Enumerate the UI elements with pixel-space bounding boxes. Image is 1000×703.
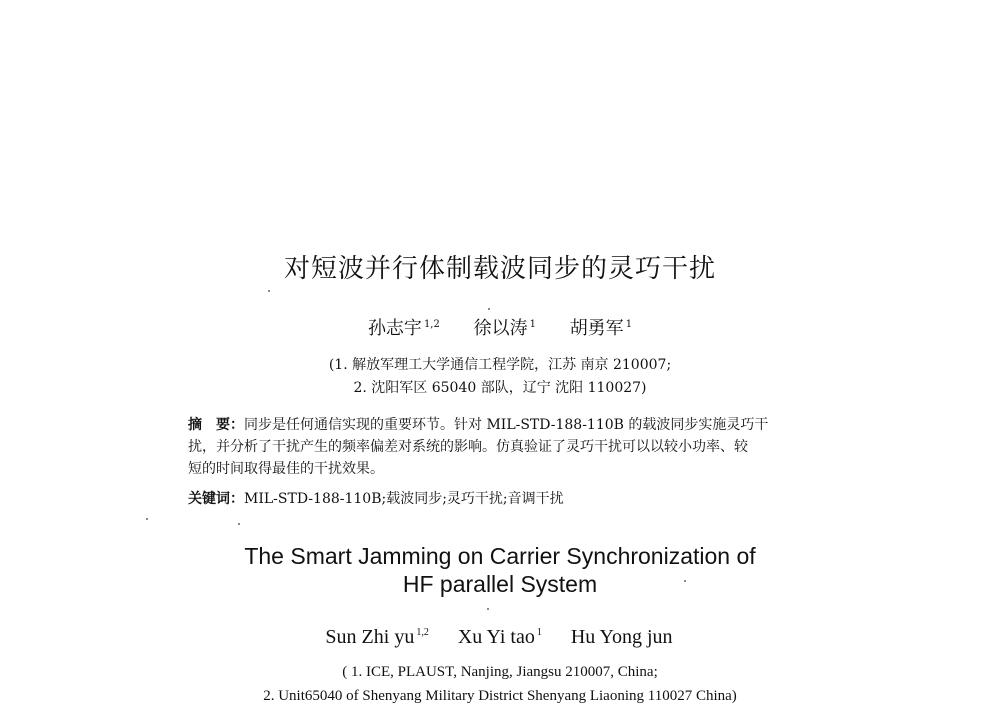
keywords-label: 关键词： [188,491,244,507]
abstract-line: 短的时间取得最佳的干扰效果。 [188,461,384,477]
paper-title-english: The Smart Jamming on Carrier Synchronization of [244,543,756,569]
scan-speck [146,518,148,520]
abstract-line: 同步是任何通信实现的重要环节。针对 MIL-STD-188-110B 的载波同步实施灵巧干 [244,417,769,433]
author-affiliation-mark: 1 [529,319,536,330]
keywords-text: MIL-STD-188-110B;载波同步;灵巧干扰;音调干扰 [244,491,564,507]
author-name: 徐以涛 [473,318,528,339]
author-chinese [474,318,536,339]
affiliation-english: ( 1. ICE, PLAUST, Nanjing, Jiangsu 210007, China; [342,664,658,680]
author-list-english [0,626,1000,649]
abstract [188,414,848,480]
author-english [571,626,675,648]
scan-speck [238,523,240,525]
author-name: Sun Zhi yu [325,626,415,648]
author-chinese [570,318,632,339]
author-affiliation-mark: 1 [536,627,542,639]
keywords [188,488,564,508]
affiliation-english: 2. Unit65040 of Shenyang Military District Shenyang Liaoning 110027 China) [263,688,737,703]
author-chinese [368,318,440,339]
author-list-chinese [0,314,1000,340]
paper-title-chinese: 对短波并行体制载波同步的灵巧干扰 [283,254,716,284]
paper-title-english: HF parallel System [402,571,598,597]
abstract-label: 摘 要： [188,417,244,433]
scan-speck [488,308,490,310]
scan-speck [268,290,270,292]
affiliation-chinese: (1. 解放军理工大学通信工程学院，江苏 南京 210007; [328,357,672,373]
scan-speck [487,608,489,610]
abstract-line: 扰，并分析了干扰产生的频率偏差对系统的影响。仿真验证了灵巧干扰可以以较小功率、较 [188,439,748,455]
author-name: Xu Yi tao [457,626,535,648]
author-english [325,626,428,648]
author-affiliation-mark: 1,2 [423,319,440,330]
author-affiliation-mark: 1 [625,319,633,330]
scan-speck [684,580,686,582]
author-name: 胡勇军 [569,318,624,339]
author-affiliation-mark: 1,2 [416,627,429,639]
author-english [458,626,542,648]
author-name: 孙志宇 [367,318,422,339]
affiliation-chinese: 2. 沈阳军区 65040 部队，辽宁 沈阳 110027) [353,380,647,396]
author-name: Hu Yong jun [570,626,673,648]
